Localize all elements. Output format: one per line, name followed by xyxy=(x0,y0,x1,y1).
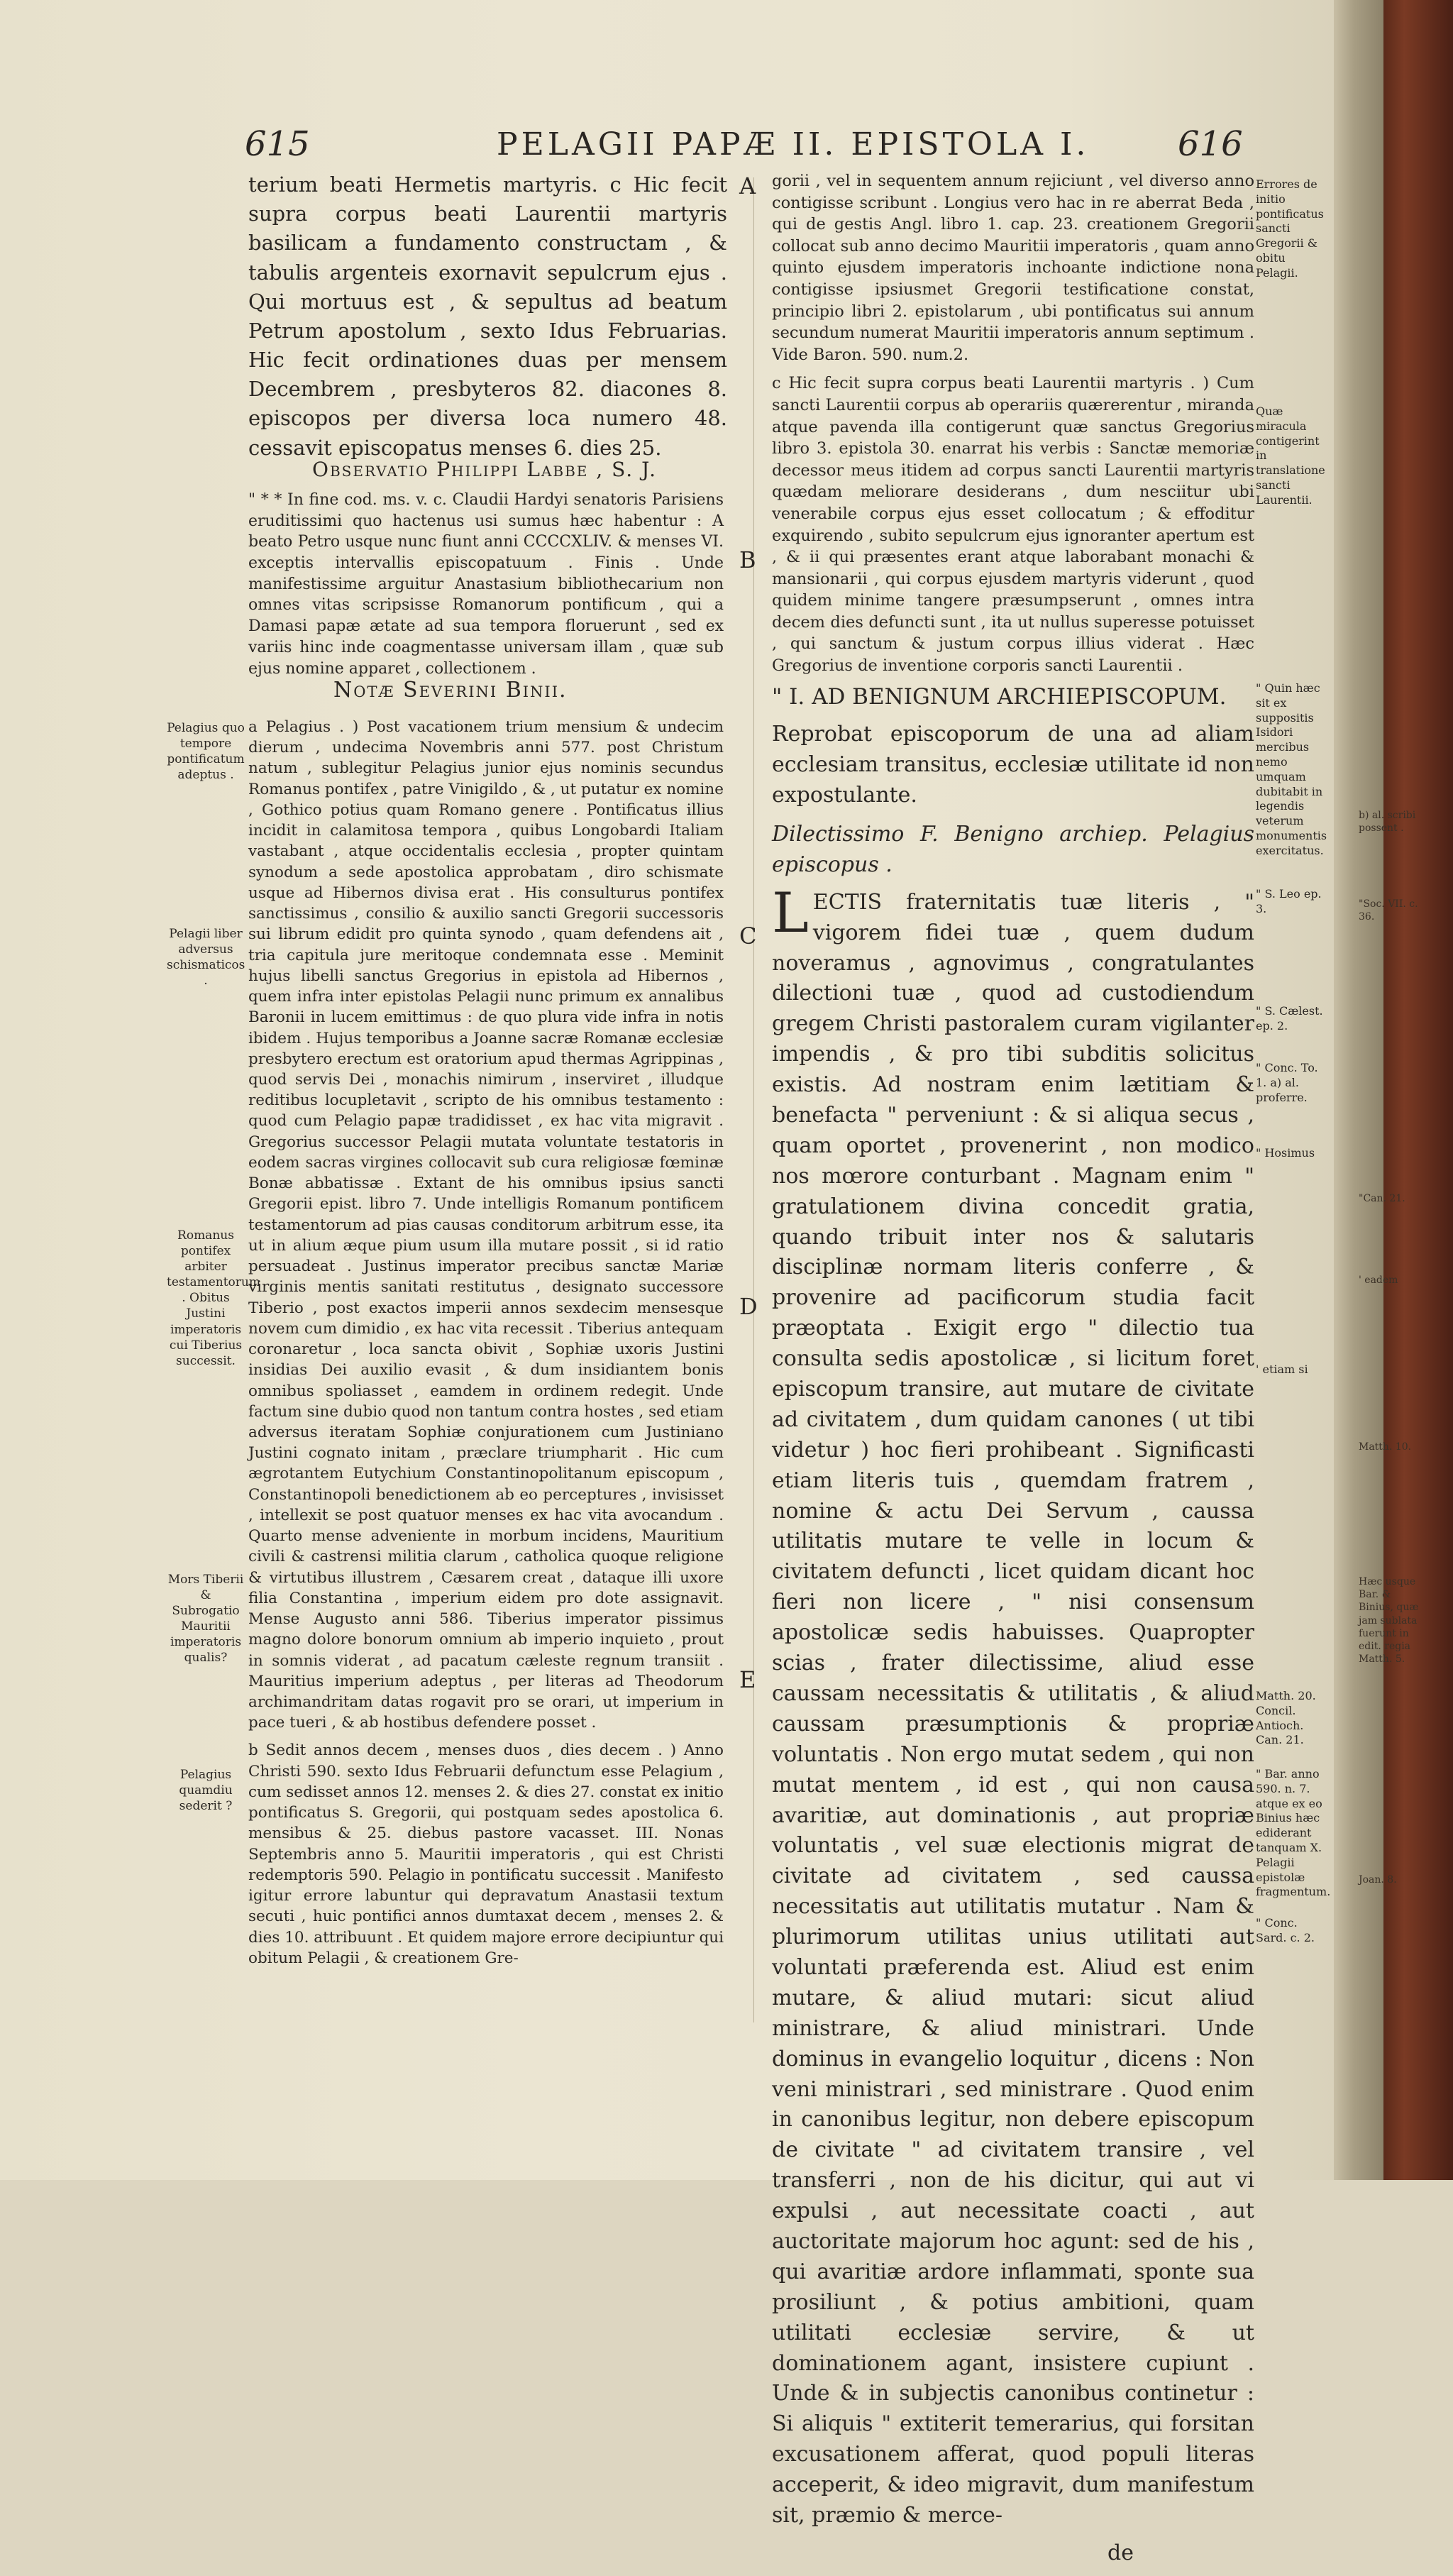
left-margin-note: Pelagius quamdiu sederit ? xyxy=(179,1768,233,1814)
right-margin-note: " S. Cælest. ep. 2. xyxy=(1256,1004,1323,1033)
notae-heading: Notæ Severini Binii. xyxy=(333,678,568,703)
left-margin-note: Mors Tiberii & Subrogatio Mauritii imperatoris qualis? xyxy=(167,1573,244,1666)
far-margin-note: Hæc usque Bar. & Binius, quæ jam sublata fuerunt in edit. regia Matth. 5. xyxy=(1359,1576,1419,1666)
right-notes-text xyxy=(772,170,1254,684)
running-title: PELAGII PAPÆ II. EPISTOLA I. xyxy=(497,126,1090,163)
left-margin-note: Pelagii liber adversus schismaticos . xyxy=(167,927,245,989)
epistle-heading: " I. AD BENIGNUM ARCHIEPISCOPUM. xyxy=(772,684,1227,710)
right-page-number: 616 xyxy=(1178,124,1243,164)
left-margin-note: Romanus pontifex arbiter testamentorum . Obitus Justini imperatoris cui Tiberius successit. xyxy=(167,1228,260,1368)
ref-letter-e: E xyxy=(739,1666,756,1693)
drop-cap: L xyxy=(772,881,809,945)
book-edge xyxy=(1383,0,1453,2180)
far-margin-note: Joan. 8. xyxy=(1359,1874,1397,1886)
epistle-summary: Reprobat episcoporum de una ad aliam ecclesiam transitus, ecclesiæ utilitate id non expostulante. xyxy=(772,722,1254,808)
left-margin-note: Pelagius quo tempore pontificatum adeptus . xyxy=(167,721,245,783)
right-margin-note: " Hosimus xyxy=(1256,1146,1315,1160)
notae-text xyxy=(248,717,724,1976)
far-margin-note: ' eadem xyxy=(1359,1275,1398,1286)
right-margin-note: Matth. 20. Concil. Antioch. Can. 21. xyxy=(1256,1689,1316,1747)
epistle xyxy=(772,681,1254,2576)
right-margin-note: Quæ miracula contigerint in translatione sancti Laurentii. xyxy=(1256,404,1325,507)
ref-letter-a: A xyxy=(739,172,756,199)
far-margin-note: "Can. 21. xyxy=(1359,1193,1405,1204)
right-margin-note: " Quin hæc sit ex suppositis Isidori mercibus nemo umquam dubitabit in legendis veterum monumentis exercitatus. xyxy=(1256,681,1327,857)
note-c: c Hic fecit supra corpus beati Laurentii martyris . ) Cum sancti Laurentii corpus ab operariis quærerentur , miranda atque pavenda illa contigerunt quæ sanctus Gregorius libro 3. epistola 30. enarrat his verbis : Sanctæ memoriæ decessor meus itidem ad corpus sancti Laurentii martyris quædam meliorare desiderans , dum nesciitur ubi venerabile corpus ejus esset collocatum ; & effoditur exquirendo , subito sepulcrum ejus ignoranter apertum est , & ii qui præsentes erant atque laborabant monachi & mansionarii , qui corpus ejusdem martyris viderunt , quod quidem minime tangere præsumpserunt , omnes intra decem dies defuncti sunt , ita ut nullus superesse potuisset , qui sanctum & justum corpus illius viderat . Hæc Gregorius de inventione corporis sancti Laurentii . xyxy=(772,374,1254,676)
column-rule xyxy=(753,177,754,2022)
ref-letter-d: D xyxy=(739,1293,758,1320)
right-margin-note: " Bar. anno 590. n. 7. atque ex eo Binius hæc ediderant tanquam X. Pelagii epistolæ fragmentum. xyxy=(1256,1767,1331,1899)
observatio-text: " * * In fine cod. ms. v. c. Claudii Hardyi senatoris Parisiens eruditissimi quo hactenus usi sumus hæc habentur : A beato Petro usque nunc fiunt anni CCCCXLIV. & menses VI. exceptis intervallis episcopatuum . Finis . Unde manifestissime arguitur Anastasium bibliothecarium non omnes vitas scripsisse Romanorum pontificum , qui a Damasi papæ ætate ad sua tempora floruerunt , sed ex variis hinc inde coagmentasse universam illam , quæ sub ejus nomine apparet , collectionem . xyxy=(248,491,724,678)
epistle-body xyxy=(772,881,1254,2531)
ref-letter-c: C xyxy=(739,923,757,950)
notae-paragraph-a: a Pelagius . ) Post vacationem trium mensium & undecim dierum , undecima Novembris anni 577. post Christum natum , sublegitur Pelagius junior ejus nominis secundus Romanus pontifex , patre Vinigildo , & , ut putatur ex nomine , Gothico potius quam Romano genere . Pontificatus illius incidit in calamitosa tempora , quibus Longobardi Italiam vastabant , atque occidentalis ecclesia , propter quintam synodum a sede apostolica approbatam , diro schismate usque ad Hibernos divisa erat . His consulturus pontifex sanctissimus , consilio & auxilio sancti Gregorii successoris sui librum edidit pro quinta synodo , quam defendens ait , tria capitula jure meritoque condemnata esse . Meminit hujus libelli sanctus Gregorius in epistola ad Hibernos , quem infra inter epistolas Pelagii nunc primum ex annalibus Baronii in lucem emittimus : de quo plura vide infra in notis ibidem . Hujus temporibus a Joanne sacræ Romanæ ecclesiæ presbytero erectum est oratorium apud thermas Agrippinas , quod servis Dei , monachis nimirum , inserviret , illudque reditibus locupletavit , scripto de his omnibus testamento : quod cum Pelagio papæ tradidisset , ex hac vita migravit . Gregorius successor Pelagii mutata voluntate testatoris in eodem sacras virgines collocavit sub cura religiosæ fœminæ Bonæ abbatissæ . Extant de his omnibus ipsius sancti Gregorii epist. libro 7. Unde intelligis Romanum pontificem testamentorum ad pias causas conditorum arbitrum esse, ita ut in alium æque pium usum illa mutare possit , si id ratio persuadeat . Justinus imperator precibus sanctæ Mariæ virginis mentis sanitati restitutus , designato successore Tiberio , post exactos imperii annos sexdecim mensesque novem cum dimidio , ex hac vita recessit . Tiberius antequam coronaretur , loca sancta obivit , Sophiæ uxoris Justini insidias Dei auxilio evasit , & dum insidiantem bonis omnibus spoliasset , eamdem in ordinem redegit. Unde factum sine dubio quod non tantum contra hostes , sed etiam adversus iteratam Sophiæ conjurationem cum Justiniano Justini cognato initam , præclare triumpharit . Hic cum ægrotantem Eutychium Constantinopolitanum episcopum , Constantinopoli benedictionem ab eo perceptures , invisisset , intellexit se post quatuor menses ex hac vita avocandum . Quarto mense adveniente in morbum incidens, Mauritium civili & castrensi militia clarum , catholica quoque religione & virtutibus illustrem , Cæsarem creat , dataque illi uxore filia Constantina , imperium eidem pro dote assignavit. Mense Augusto anni 586. Tiberius imperator pissimus magno dolore bonorum omnium ab imperio inquieto , prout in somnis viderat , ad pacatum cæleste regnum transiit . Mauritius imperium adeptus , per literas ad Theodorum archimandritam datas rogavit pro se orari, ut imperium in pace tueri , & ab hostibus defendere posset . xyxy=(248,718,724,1732)
right-margin-note: ' etiam si xyxy=(1256,1363,1308,1376)
observatio-heading: Observatio Philippi Labbe , S. J. xyxy=(312,458,658,481)
epistle-body-text: ECTIS fraternitatis tuæ literis , " vigorem fidei tuæ , quem dudum noveramus , agnovimus , congratulantes dilectioni tuæ , quod ad custodiendum gregem Christi pastoralem curam vigilanter impendis , & pro tibi subditis solicitus existis. Ad nostram enim lætitiam & benefacta " perveniunt : & si aliqua secus , quam oportet , provenerint , non modico nos mœrore conturbant . Magnam enim " gratulationem divina concedit gratia, quando tribuit inter nos & salutaris disciplinæ normam literis conferre , & provenire ad pacificorum studia facit præoptata . Exigit ergo " dilectio tua consulta sedis apostolicæ , si licitum foret episcopum transire, aut mutare de civitate ad civitatem , dum quidam canones ( ut tibi videtur ) hoc fieri prohibeant . Significasti etiam literis tuis , quemdam fratrem , nomine & actu Dei Servum , caussa utilitatis mutare te velle in locum & civitatem defuncti , licet quidam dicant hoc fieri non licere , " nisi consensum apostolicæ sedis habuisses. Quapropter scias , frater dilectissime, aliud esse caussam necessitatis & utilitatis , & aliud caussam præsumptionis & propriæ voluntatis . Non ergo mutat sedem , qui non mutat mentem , id est , qui non causa avaritiæ, aut dominationis , aut propriæ voluntatis , vel suæ electionis migrat de civitate ad civitatem , sed caussa necessitatis aut utilitatis mutatur . Nam & plurimorum utilitas unius utilitati aut voluntati præferenda est. Aliud est enim mutare, & aliud mutari: sicut aliud ministrare, & aliud ministrari. Unde dominus in evangelio loquitur , dicens : Non veni ministrari , sed ministrare . Quod enim in canonibus legitur, non debere episcopum de civitate " ad civitatem transire , vel transferri , non de his dicitur, qui aut vi expulsi , aut necessitate coacti , aut auctoritate majorum hoc agunt: sed de his , qui avaritiæ ardore inflammati, sponte sua prosiliunt , & potius ambitioni, quam utilitati ecclesiæ servire, & ut dominationem agant, insistere cupiunt . Unde & in subjectis canonibus continetur : Si aliquis " extiterit temerarius, qui forsitan excusationem afferat, quod populi literas acceperit, & ideo migravit, dum manifestum sit, præmio & merce- xyxy=(772,889,1254,2528)
right-margin-note: " Conc. To. 1. a) al. proferre. xyxy=(1256,1061,1318,1104)
book-gutter xyxy=(1334,0,1383,2180)
left-intro-text: terium beati Hermetis martyris. c Hic fecit supra corpus beati Laurentii martyris basilicam a fundamento constructam , & tabulis argenteis exornavit sepulcrum ejus . Qui mortuus est , & sepultus ad beatum Petrum apostolum , sexto Idus Februarias. Hic fecit ordinationes duas per mensem Decembrem , presbyteros 82. diacones 8. episcopos per diversa loca numero 48. cessavit episcopatus menses 6. dies 25. xyxy=(248,172,727,460)
notae-paragraph-b: b Sedit annos decem , menses duos , dies decem . ) Anno Christi 590. sexto Idus Februarii defunctum esse Pelagium , cum sedisset annos 12. menses 2. & dies 27. constat ex initio pontificatus S. Gregorii, qui postquam sedes apostolica 6. mensibus & 25. diebus pastore vacasset. III. Nonas Septembris anno 5. Mauritii imperatoris , qui est Christi redemptoris 590. Pelagio in pontificatu successit . Manifesto igitur errore labuntur qui depravatum Anastasii textum secuti , huic pontifici annos dumtaxat decem , menses 2. & dies 10. attribuunt . Et quidem majore errore decipiuntur qui obitum Pelagii , & creationem Gre- xyxy=(248,1741,724,1967)
notes-continuation: gorii , vel in sequentem annum rejiciunt , vel diverso anno contigisse scribunt . Longius vero hac in re aberrat Beda , qui de gestis Angl. libro 1. cap. 23. creationem Gregorii collocat sub anno decimo Mauritii imperatoris , quam anno quinto ejusdem imperatoris inchoante indictione nona contigisse ipsiusmet Gregorii testificatione constat, principio libri 2. epistolarum , ubi pontificatus sui annum secundum numerat Mauritii imperatoris annum septimum . Vide Baron. 590. num.2. xyxy=(772,172,1254,364)
left-page-number: 615 xyxy=(245,124,310,164)
epistle-salutation: Dilectissimo F. Benigno archiep. Pelagius episcopus . xyxy=(772,822,1254,877)
right-margin-note: " Conc. Sard. c. 2. xyxy=(1256,1916,1315,1944)
far-margin-note: b) al. scribi possent . xyxy=(1359,810,1416,835)
far-margin-note: Matth. 10. xyxy=(1359,1441,1412,1453)
right-margin-note: " S. Leo ep. 3. xyxy=(1256,887,1322,915)
ref-letter-b: B xyxy=(739,546,756,573)
far-margin-note: "Soc. VII. c. 36. xyxy=(1359,898,1418,923)
right-margin-note: Errores de initio pontificatus sancti Gregorii & obitu Pelagii. xyxy=(1256,177,1324,280)
catchword: de xyxy=(1107,2540,1134,2565)
